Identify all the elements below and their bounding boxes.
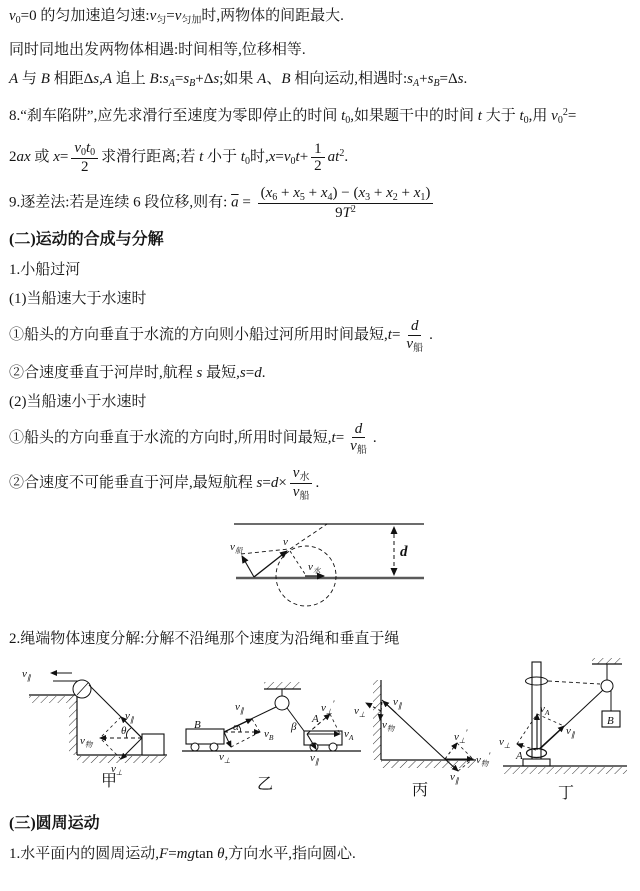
para-boat-slower: (2)当船速小于水速时 bbox=[9, 393, 147, 410]
ground-hatch bbox=[381, 761, 476, 768]
para-min-path-1: ②合速度垂直于河岸时,航程 s 最短,s=d. bbox=[9, 364, 266, 381]
ceiling-hatch bbox=[592, 658, 622, 664]
ground-hatch bbox=[503, 767, 627, 774]
theta-arc bbox=[127, 728, 132, 738]
label-cart-b: B bbox=[194, 719, 201, 731]
caption-bing: 丙 bbox=[412, 782, 429, 799]
block bbox=[142, 734, 164, 755]
para-brake-trap-2: 2ax 或 x= $\frac{v_0t_0}{2}$ 求滑行距离;若 t 小于 $t_0$时$,x=v_0t+$ $\frac{1}{2}$ $at^2$. bbox=[9, 140, 349, 175]
label-v-perp: $v_\perp$ bbox=[111, 763, 123, 777]
para-boat-crossing: 1.小船过河 bbox=[9, 262, 81, 278]
label-v-perp: $v_\perp$ bbox=[499, 736, 511, 750]
label-v-par-rope: $v_\parallel$ bbox=[125, 710, 134, 724]
boat-velocity-arrow bbox=[242, 556, 254, 577]
pole-base bbox=[523, 759, 550, 766]
label-v-perp-b: $v_\perp$ bbox=[219, 751, 231, 765]
cart-b-wheel-1 bbox=[191, 743, 199, 751]
label-v-perp-a: $v_\perp'$ bbox=[321, 699, 335, 716]
label-v-a: $v_A$ bbox=[344, 728, 354, 742]
para-horizontal-circular: 1.水平面内的圆周运动,F=mgtan θ,方向水平,指向圆心. bbox=[9, 846, 356, 862]
para-successive-difference: 9.逐差法:若是连续 6 段位移,则有: $\overline{a}$ = $\frac{(x_6 + x_5 + x_4) - (x_3 + x_2 + x_1)}{9T^2}$ bbox=[9, 185, 631, 222]
label-block-b: B bbox=[607, 715, 614, 727]
label-v-par-top: $v_\parallel$ bbox=[393, 696, 402, 710]
diagram-jia bbox=[22, 668, 167, 790]
label-v-obj-top: $v_物$ bbox=[382, 719, 395, 733]
label-v-obj: $v_物$ bbox=[80, 735, 93, 749]
para-meeting-condition: 同时同地出发两物体相遇:时间相等,位移相等. bbox=[9, 42, 306, 58]
para-uniform-chase: $v_0=0$ 的匀加速追匀速$:v_匀=v_{匀加}$时,两物体的间距最大. bbox=[9, 8, 344, 26]
river-diagram-container bbox=[9, 511, 631, 623]
ground-hatch bbox=[77, 756, 167, 763]
label-v-par-bot: $v_\parallel$ bbox=[450, 771, 459, 785]
wall-hatch bbox=[69, 695, 77, 755]
parallelogram-dash-1 bbox=[252, 719, 260, 732]
radius-dashed bbox=[290, 551, 305, 574]
caption-yi: 乙 bbox=[257, 776, 274, 793]
heading-motion-composition: (二)运动的合成与分解 bbox=[9, 231, 164, 248]
cart-a-wheel-1 bbox=[310, 743, 318, 751]
heading-circular-motion: (三)圆周运动 bbox=[9, 815, 100, 832]
course-extension-dashed bbox=[290, 524, 327, 549]
label-v-perp-bot: $v_\perp'$ bbox=[454, 728, 468, 745]
river-crossing-diagram bbox=[9, 511, 640, 623]
v-perp-b-arrow bbox=[224, 732, 231, 747]
parallelogram-dash-2 bbox=[100, 738, 121, 759]
label-cart-a: A bbox=[312, 713, 319, 725]
label-depth: d bbox=[400, 544, 408, 560]
label-theta: θ bbox=[121, 725, 127, 737]
label-v-resultant: v bbox=[283, 536, 288, 548]
label-v-par-a: $v_\parallel$ bbox=[310, 752, 319, 766]
para-catch-up-equations: A 与 B 相距Δs,A 追上 $B:s_A=s_B+\Delta s$;如果 A、B 相向运动,相遇时$:s_A+s_B=\Delta s$. bbox=[9, 71, 468, 89]
pulley bbox=[275, 696, 289, 710]
para-boat-faster: (1)当船速大于水速时 bbox=[9, 291, 147, 307]
para-rope-decomposition: 2.绳端物体速度分解:分解不沿绳那个速度为沿绳和垂直于绳 bbox=[9, 631, 400, 647]
resultant-velocity-arrow bbox=[254, 551, 287, 577]
cart-b bbox=[186, 729, 224, 744]
label-alpha: α bbox=[233, 721, 239, 733]
label-v-b: $v_B$ bbox=[264, 728, 274, 742]
caption-jia: 甲 bbox=[101, 773, 118, 790]
ring-pulley-dashed bbox=[548, 681, 600, 684]
wall-hatch bbox=[373, 680, 381, 760]
diagram-yi bbox=[182, 682, 361, 793]
diagram-ding bbox=[499, 658, 627, 802]
label-v-par-b: $v_\parallel$ bbox=[235, 701, 244, 715]
v-par-arrow bbox=[539, 726, 564, 749]
cart-a-wheel-2 bbox=[329, 743, 337, 751]
caption-ding: 丁 bbox=[558, 785, 575, 802]
parallelogram-dash-2 bbox=[231, 732, 260, 747]
parallelogram-dashed-top bbox=[241, 549, 289, 554]
v-perp-arrow bbox=[121, 738, 142, 759]
label-v-perp-top: $v_\perp$ bbox=[354, 705, 366, 719]
diagram-bing bbox=[354, 680, 491, 799]
para-min-time-2: ①船头的方向垂直于水流的方向时,所用时间最短,t= $\frac{d}{v_船}$ . bbox=[9, 420, 377, 456]
rope-velocity-diagrams bbox=[9, 658, 640, 808]
rope-diagrams-container bbox=[9, 658, 631, 808]
para-min-path-2: ②合速度不可能垂直于河岸,最短航程 s=d× $\frac{v_水}{v_船}$ . bbox=[9, 465, 320, 502]
parallelogram-dash-1 bbox=[457, 743, 473, 759]
v-perp-bot-arrow bbox=[445, 743, 457, 759]
parallelogram-dash-1 bbox=[100, 717, 121, 738]
label-ring-a: A bbox=[516, 750, 523, 762]
label-v-a: $v_A$ bbox=[540, 703, 550, 717]
label-v-obj-bot: $v_物'$ bbox=[476, 751, 491, 768]
label-v-par: $v_\parallel$ bbox=[566, 725, 575, 739]
para-brake-trap-1: 8.“刹车陷阱”,应先求滑行至速度为零即停止的时间 $t_0$,如果题干中的时间 t 大于 $t_0$,用 $v_0^2=$ bbox=[9, 107, 577, 126]
label-v-boat: $v_船$ bbox=[230, 541, 243, 555]
para-min-time-1: ①船头的方向垂直于水流的方向则小船过河所用时间最短,t= $\frac{d}{v_船}$ . bbox=[9, 318, 433, 354]
label-v-water: $v_水$ bbox=[308, 561, 321, 575]
label-v-par-top: $v_\parallel$ bbox=[22, 668, 31, 682]
ceiling-hatch bbox=[264, 682, 301, 689]
label-beta: β bbox=[291, 721, 297, 733]
cart-b-wheel-2 bbox=[210, 743, 218, 751]
